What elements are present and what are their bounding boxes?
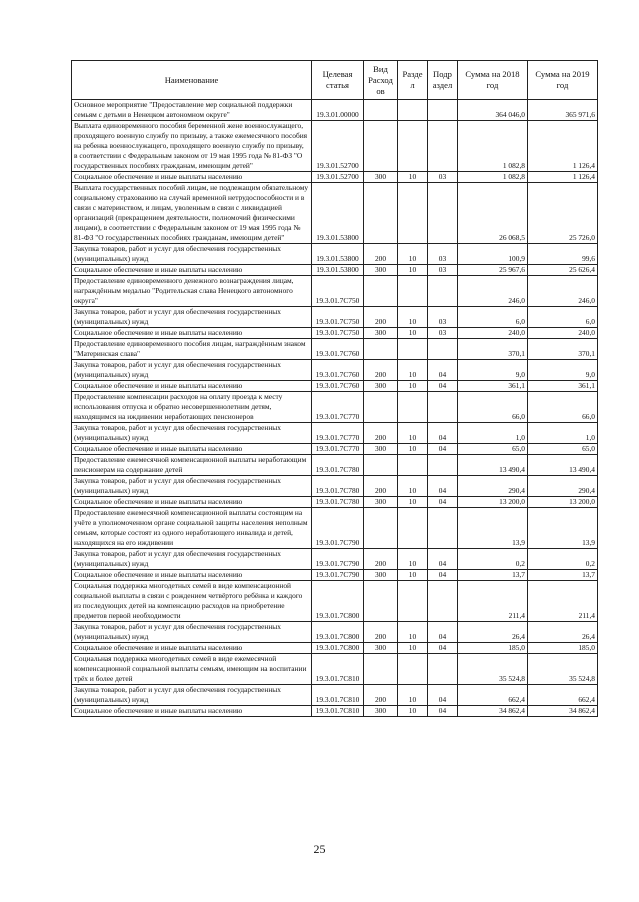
row-sum-2019-cell: 25 626,4 xyxy=(528,265,598,276)
row-type-cell xyxy=(364,121,398,172)
row-section-cell: 10 xyxy=(398,307,428,328)
row-target-cell: 19.3.01.53800 xyxy=(312,183,364,244)
row-section-cell: 10 xyxy=(398,706,428,717)
row-subsection-cell: 03 xyxy=(428,265,458,276)
table-row xyxy=(72,497,598,508)
row-subsection-cell: 03 xyxy=(428,328,458,339)
row-section-cell xyxy=(398,100,428,121)
row-sum-2019-cell: 365 971,6 xyxy=(528,100,598,121)
row-sum-2019-cell: 99,6 xyxy=(528,244,598,265)
row-name-cell: Основное мероприятие "Предоставление мер социальной поддержки семьям с детьми в Ненецком автономном округе" xyxy=(72,100,312,121)
row-name-cell: Социальное обеспечение и иные выплаты населению xyxy=(72,706,312,717)
row-type-cell xyxy=(364,581,398,622)
row-type-cell: 200 xyxy=(364,549,398,570)
row-section-cell: 10 xyxy=(398,172,428,183)
row-subsection-cell xyxy=(428,339,458,360)
row-sum-2019-cell: 290,4 xyxy=(528,476,598,497)
row-sum-2019-cell: 66,0 xyxy=(528,392,598,423)
row-subsection-cell xyxy=(428,183,458,244)
row-type-cell: 300 xyxy=(364,444,398,455)
row-target-cell: 19.3.01.7С760 xyxy=(312,360,364,381)
table-row xyxy=(72,622,598,643)
table-row xyxy=(72,581,598,622)
row-name-cell: Социальное обеспечение и иные выплаты населению xyxy=(72,570,312,581)
row-sum-2018-cell: 13,9 xyxy=(458,508,528,549)
row-target-cell: 19.3.01.00000 xyxy=(312,100,364,121)
row-section-cell xyxy=(398,121,428,172)
header-sum-2018: Сумма на 2018 год xyxy=(458,61,528,100)
row-sum-2018-cell: 13 200,0 xyxy=(458,497,528,508)
row-subsection-cell: 04 xyxy=(428,706,458,717)
table-body xyxy=(72,100,598,717)
row-section-cell xyxy=(398,276,428,307)
row-name-cell: Социальное обеспечение и иные выплаты населению xyxy=(72,444,312,455)
row-section-cell xyxy=(398,183,428,244)
table-row xyxy=(72,570,598,581)
header-sum-2019: Сумма на 2019 год xyxy=(528,61,598,100)
row-section-cell: 10 xyxy=(398,328,428,339)
budget-table xyxy=(71,60,598,717)
row-subsection-cell: 04 xyxy=(428,685,458,706)
row-target-cell: 19.3.01.7С760 xyxy=(312,381,364,392)
row-section-cell xyxy=(398,654,428,685)
row-section-cell: 10 xyxy=(398,381,428,392)
row-sum-2019-cell: 25 726,0 xyxy=(528,183,598,244)
row-type-cell: 300 xyxy=(364,497,398,508)
row-sum-2019-cell: 1,0 xyxy=(528,423,598,444)
row-target-cell: 19.3.01.7С750 xyxy=(312,276,364,307)
row-target-cell: 19.3.01.7С800 xyxy=(312,643,364,654)
row-sum-2018-cell: 26,4 xyxy=(458,622,528,643)
row-sum-2018-cell: 361,1 xyxy=(458,381,528,392)
row-sum-2018-cell: 26 068,5 xyxy=(458,183,528,244)
table-row xyxy=(72,392,598,423)
row-section-cell: 10 xyxy=(398,244,428,265)
row-sum-2018-cell: 65,0 xyxy=(458,444,528,455)
row-type-cell xyxy=(364,392,398,423)
row-name-cell: Закупка товаров, работ и услуг для обеспечения государственных (муниципальных) нужд xyxy=(72,622,312,643)
row-name-cell: Социальное обеспечение и иные выплаты населению xyxy=(72,643,312,654)
row-sum-2018-cell: 9,0 xyxy=(458,360,528,381)
row-target-cell: 19.3.01.7С760 xyxy=(312,339,364,360)
row-subsection-cell xyxy=(428,581,458,622)
row-sum-2018-cell: 1,0 xyxy=(458,423,528,444)
row-sum-2018-cell: 25 967,6 xyxy=(458,265,528,276)
row-subsection-cell: 04 xyxy=(428,549,458,570)
table-row xyxy=(72,685,598,706)
row-type-cell: 300 xyxy=(364,570,398,581)
row-section-cell: 10 xyxy=(398,497,428,508)
row-sum-2019-cell: 1 126,4 xyxy=(528,172,598,183)
table-row xyxy=(72,276,598,307)
row-section-cell xyxy=(398,339,428,360)
table-row xyxy=(72,328,598,339)
row-subsection-cell: 04 xyxy=(428,444,458,455)
row-name-cell: Социальное обеспечение и иные выплаты населению xyxy=(72,265,312,276)
row-type-cell: 200 xyxy=(364,685,398,706)
table-row xyxy=(72,654,598,685)
row-section-cell: 10 xyxy=(398,622,428,643)
row-type-cell: 200 xyxy=(364,423,398,444)
header-target: Целевая статья xyxy=(312,61,364,100)
row-name-cell: Социальное обеспечение и иные выплаты населению xyxy=(72,497,312,508)
row-section-cell xyxy=(398,581,428,622)
row-subsection-cell xyxy=(428,654,458,685)
row-type-cell: 300 xyxy=(364,172,398,183)
row-name-cell: Закупка товаров, работ и услуг для обеспечения государственных (муниципальных) нужд xyxy=(72,423,312,444)
row-sum-2019-cell: 6,0 xyxy=(528,307,598,328)
table-row xyxy=(72,121,598,172)
row-subsection-cell: 04 xyxy=(428,570,458,581)
row-section-cell: 10 xyxy=(398,476,428,497)
row-target-cell: 19.3.01.7С790 xyxy=(312,508,364,549)
row-name-cell: Социальная поддержка многодетных семей в виде компенсационной социальной выплаты в связи с рождением четвёртого ребёнка и каждого из последующих детей на компенсацию расходов на приобретение предметов первой необходимости xyxy=(72,581,312,622)
row-type-cell xyxy=(364,654,398,685)
row-name-cell: Закупка товаров, работ и услуг для обеспечения государственных (муниципальных) нужд xyxy=(72,307,312,328)
row-sum-2019-cell: 370,1 xyxy=(528,339,598,360)
row-sum-2018-cell: 100,9 xyxy=(458,244,528,265)
row-type-cell xyxy=(364,276,398,307)
row-type-cell: 200 xyxy=(364,307,398,328)
row-sum-2018-cell: 6,0 xyxy=(458,307,528,328)
row-sum-2019-cell: 13 490,4 xyxy=(528,455,598,476)
row-subsection-cell xyxy=(428,392,458,423)
row-target-cell: 19.3.01.7С810 xyxy=(312,706,364,717)
row-subsection-cell xyxy=(428,508,458,549)
row-sum-2018-cell: 35 524,8 xyxy=(458,654,528,685)
row-sum-2018-cell: 185,0 xyxy=(458,643,528,654)
row-target-cell: 19.3.01.52700 xyxy=(312,121,364,172)
table-header-row xyxy=(72,61,598,100)
row-type-cell xyxy=(364,183,398,244)
row-subsection-cell xyxy=(428,100,458,121)
row-subsection-cell: 04 xyxy=(428,423,458,444)
row-sum-2019-cell: 211,4 xyxy=(528,581,598,622)
row-type-cell: 300 xyxy=(364,265,398,276)
row-subsection-cell: 03 xyxy=(428,172,458,183)
row-sum-2019-cell: 1 126,4 xyxy=(528,121,598,172)
row-sum-2018-cell: 662,4 xyxy=(458,685,528,706)
row-name-cell: Закупка товаров, работ и услуг для обеспечения государственных (муниципальных) нужд xyxy=(72,685,312,706)
row-type-cell xyxy=(364,455,398,476)
row-target-cell: 19.3.01.7С810 xyxy=(312,654,364,685)
row-subsection-cell xyxy=(428,121,458,172)
table-row xyxy=(72,172,598,183)
row-section-cell: 10 xyxy=(398,643,428,654)
row-target-cell: 19.3.01.53800 xyxy=(312,244,364,265)
row-type-cell: 200 xyxy=(364,476,398,497)
header-name: Наименование xyxy=(72,61,312,100)
row-sum-2018-cell: 1 082,8 xyxy=(458,172,528,183)
row-sum-2019-cell: 0,2 xyxy=(528,549,598,570)
header-type: Вид Расход ов xyxy=(364,61,398,100)
row-name-cell: Социальное обеспечение и иные выплаты населению xyxy=(72,381,312,392)
row-name-cell: Предоставление компенсации расходов на оплату проезда к месту использования отпуска и обратно несовершеннолетним детям, находящимся на иждивении неработающих пенсионеров xyxy=(72,392,312,423)
row-section-cell: 10 xyxy=(398,685,428,706)
row-section-cell: 10 xyxy=(398,423,428,444)
row-target-cell: 19.3.01.7С770 xyxy=(312,444,364,455)
row-target-cell: 19.3.01.7С780 xyxy=(312,497,364,508)
table-row xyxy=(72,643,598,654)
row-subsection-cell xyxy=(428,276,458,307)
table-row xyxy=(72,444,598,455)
row-target-cell: 19.3.01.7С750 xyxy=(312,328,364,339)
table-row xyxy=(72,706,598,717)
row-sum-2019-cell: 246,0 xyxy=(528,276,598,307)
row-type-cell: 200 xyxy=(364,622,398,643)
table-row xyxy=(72,476,598,497)
row-type-cell xyxy=(364,339,398,360)
row-section-cell: 10 xyxy=(398,444,428,455)
row-type-cell: 200 xyxy=(364,360,398,381)
row-sum-2019-cell: 26,4 xyxy=(528,622,598,643)
row-section-cell: 10 xyxy=(398,360,428,381)
row-name-cell: Предоставление ежемесячной компенсационной выплаты состоящим на учёте в уполномоченном органе социальной защиты населения неполным семьям, которые состоят из одного неработающего инвалида и детей, находящихся на его иждивении xyxy=(72,508,312,549)
row-target-cell: 19.3.01.53800 xyxy=(312,265,364,276)
row-subsection-cell xyxy=(428,455,458,476)
row-sum-2019-cell: 662,4 xyxy=(528,685,598,706)
row-name-cell: Предоставление единовременного пособия лицам, награждённым знаком "Материнская слава" xyxy=(72,339,312,360)
row-section-cell: 10 xyxy=(398,265,428,276)
row-target-cell: 19.3.01.7С800 xyxy=(312,581,364,622)
row-subsection-cell: 04 xyxy=(428,497,458,508)
row-subsection-cell: 04 xyxy=(428,476,458,497)
row-sum-2019-cell: 35 524,8 xyxy=(528,654,598,685)
row-sum-2018-cell: 66,0 xyxy=(458,392,528,423)
row-section-cell xyxy=(398,508,428,549)
row-target-cell: 19.3.01.7С770 xyxy=(312,392,364,423)
row-sum-2018-cell: 1 082,8 xyxy=(458,121,528,172)
table-row xyxy=(72,381,598,392)
row-target-cell: 19.3.01.7С810 xyxy=(312,685,364,706)
table-row xyxy=(72,360,598,381)
row-section-cell xyxy=(398,392,428,423)
row-target-cell: 19.3.01.52700 xyxy=(312,172,364,183)
row-name-cell: Выплата государственных пособий лицам, не подлежащим обязательному социальному страхованию на случай временной нетрудоспособности и в связи с материнством, и лицам, уволенным в связи с ликвидацией организаций (прекращением деятельности, полномочий физическими лицами), в соответствии с Федеральным законом от 19 мая 1995 года № 81-ФЗ "О государственных пособиях гражданам, имеющим детей" xyxy=(72,183,312,244)
row-subsection-cell: 04 xyxy=(428,643,458,654)
row-name-cell: Закупка товаров, работ и услуг для обеспечения государственных (муниципальных) нужд xyxy=(72,244,312,265)
row-sum-2019-cell: 13 200,0 xyxy=(528,497,598,508)
row-target-cell: 19.3.01.7С790 xyxy=(312,549,364,570)
row-subsection-cell: 04 xyxy=(428,381,458,392)
row-sum-2018-cell: 34 862,4 xyxy=(458,706,528,717)
row-name-cell: Выплата единовременного пособия беременной жене военнослужащего, проходящего военную службу по призыву, а также ежемесячного пособия на ребенка военнослужащего, проходящего военную службу по призыву, в соответствии с Федеральным законом от 19 мая 1995 года № 81-ФЗ "О государственных пособиях гражданам, имеющим детей" xyxy=(72,121,312,172)
row-sum-2018-cell: 240,0 xyxy=(458,328,528,339)
row-name-cell: Социальная поддержка многодетных семей в виде ежемесячной компенсационной социальной выплаты семьям, имеющим на воспитании трёх и более детей xyxy=(72,654,312,685)
table-row xyxy=(72,423,598,444)
row-type-cell: 300 xyxy=(364,328,398,339)
table-row xyxy=(72,549,598,570)
row-name-cell: Предоставление ежемесячной компенсационной выплаты неработающим пенсионерам на содержание детей xyxy=(72,455,312,476)
row-subsection-cell: 04 xyxy=(428,622,458,643)
table-row xyxy=(72,508,598,549)
row-target-cell: 19.3.01.7С780 xyxy=(312,455,364,476)
row-sum-2018-cell: 13 490,4 xyxy=(458,455,528,476)
row-section-cell xyxy=(398,455,428,476)
table-row xyxy=(72,183,598,244)
row-sum-2019-cell: 9,0 xyxy=(528,360,598,381)
row-section-cell: 10 xyxy=(398,570,428,581)
row-subsection-cell: 03 xyxy=(428,244,458,265)
table-row xyxy=(72,265,598,276)
row-sum-2018-cell: 290,4 xyxy=(458,476,528,497)
row-type-cell: 200 xyxy=(364,244,398,265)
row-subsection-cell: 04 xyxy=(428,360,458,381)
row-sum-2019-cell: 361,1 xyxy=(528,381,598,392)
table-row xyxy=(72,100,598,121)
row-name-cell: Предоставление единовременного денежного вознаграждения лицам, награждённым медалью "Родительская слава Ненецкого автономного округа" xyxy=(72,276,312,307)
row-sum-2018-cell: 370,1 xyxy=(458,339,528,360)
row-subsection-cell: 03 xyxy=(428,307,458,328)
row-sum-2019-cell: 34 862,4 xyxy=(528,706,598,717)
row-target-cell: 19.3.01.7С780 xyxy=(312,476,364,497)
row-target-cell: 19.3.01.7С750 xyxy=(312,307,364,328)
row-type-cell: 300 xyxy=(364,381,398,392)
row-sum-2018-cell: 364 046,0 xyxy=(458,100,528,121)
table-row xyxy=(72,455,598,476)
row-name-cell: Закупка товаров, работ и услуг для обеспечения государственных (муниципальных) нужд xyxy=(72,360,312,381)
row-sum-2019-cell: 13,9 xyxy=(528,508,598,549)
row-target-cell: 19.3.01.7С770 xyxy=(312,423,364,444)
row-name-cell: Закупка товаров, работ и услуг для обеспечения государственных (муниципальных) нужд xyxy=(72,549,312,570)
header-subsection: Подр аздел xyxy=(428,61,458,100)
table-row xyxy=(72,244,598,265)
table-row xyxy=(72,307,598,328)
row-type-cell xyxy=(364,100,398,121)
row-name-cell: Социальное обеспечение и иные выплаты населению xyxy=(72,172,312,183)
row-target-cell: 19.3.01.7С800 xyxy=(312,622,364,643)
table-row xyxy=(72,339,598,360)
row-sum-2019-cell: 185,0 xyxy=(528,643,598,654)
row-sum-2018-cell: 13,7 xyxy=(458,570,528,581)
row-type-cell: 300 xyxy=(364,643,398,654)
row-sum-2018-cell: 211,4 xyxy=(458,581,528,622)
row-name-cell: Закупка товаров, работ и услуг для обеспечения государственных (муниципальных) нужд xyxy=(72,476,312,497)
row-type-cell xyxy=(364,508,398,549)
row-sum-2018-cell: 246,0 xyxy=(458,276,528,307)
row-sum-2019-cell: 65,0 xyxy=(528,444,598,455)
header-section: Разде л xyxy=(398,61,428,100)
row-sum-2018-cell: 0,2 xyxy=(458,549,528,570)
row-sum-2019-cell: 13,7 xyxy=(528,570,598,581)
page-number: 25 xyxy=(313,842,326,856)
row-name-cell: Социальное обеспечение и иные выплаты населению xyxy=(72,328,312,339)
row-sum-2019-cell: 240,0 xyxy=(528,328,598,339)
row-section-cell: 10 xyxy=(398,549,428,570)
row-type-cell: 300 xyxy=(364,706,398,717)
row-target-cell: 19.3.01.7С790 xyxy=(312,570,364,581)
